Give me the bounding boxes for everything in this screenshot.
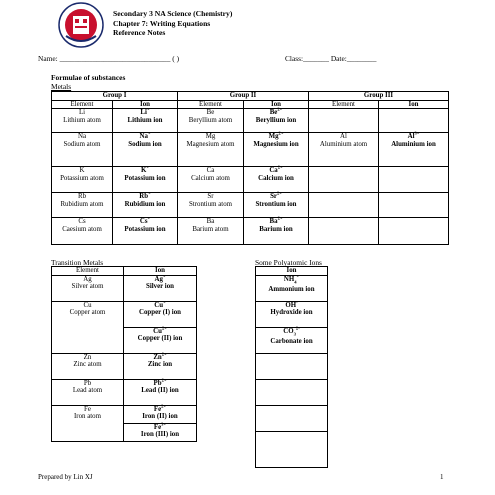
ion-cell [124,379,197,405]
class-blank: _______ [303,54,329,63]
group-1-header: Group I [52,92,178,101]
element-symbol: Ag [83,275,92,283]
group-3-header: Group III [309,92,449,101]
table-row [52,218,449,245]
element-symbol: Be [206,109,215,117]
element-symbol: Mg [205,133,216,141]
ion-subscript: 3 [293,330,296,336]
element-cell [309,218,379,245]
footer-prepared: Prepared by Lin XJ [38,473,93,481]
ion-symbol: Ba [269,218,278,226]
element-symbol: Rb [77,193,87,201]
ion-charge: + [148,190,151,196]
ion-name: Sodium ion [128,140,162,148]
element-cell [309,167,379,193]
ion-cell [244,106,309,133]
col-element: Element [178,100,244,109]
ion-charge: + [146,164,149,170]
ion-charge: + [296,273,300,279]
ion-name: Potassium ion [124,225,166,233]
element-cell [52,133,113,167]
ion-name: Copper (I) ion [139,309,181,317]
col-element: Element [52,267,124,276]
ion-cell [379,130,449,167]
ion-name: Iron (II) ion [142,413,178,421]
ion-name: Beryllium ion [255,116,297,124]
ion-symbol: NH [283,275,295,283]
element-symbol: Ba [206,218,215,226]
element-cell [52,167,113,193]
element-name: Strontium atom [188,200,233,208]
ion-charge: + [147,215,151,221]
ion-cell [379,109,449,133]
polyatomic-table [255,266,328,468]
element-symbol: Na [77,133,87,141]
ion-cell [113,164,178,193]
ion-cell [124,327,197,353]
element-cell [52,353,124,379]
ion-name: Calcium ion [258,174,294,182]
element-symbol: Al [340,133,347,141]
table-row [52,109,449,133]
element-symbol: Zn [83,353,92,361]
school-logo [58,2,104,48]
ion-name: Rubidium ion [124,200,166,208]
class-date-line [285,54,376,63]
ion-charge: - [296,299,298,305]
ion-symbol: Rb [139,193,149,201]
ion-cell [244,215,309,245]
element-cell [309,193,379,218]
ion-name: Iron (III) ion [140,431,180,439]
element-cell [52,193,113,218]
name-label: Name: [38,54,58,63]
ion-cell [113,190,178,218]
ion-symbol: Na [139,133,148,141]
ion-cell [379,218,449,245]
ion-name: Lithium ion [127,116,163,124]
element-symbol: Cs [78,218,86,226]
table-row [52,275,197,301]
table-row-empty [256,405,328,431]
ion-cell [113,215,178,245]
element-name: Magnesium atom [186,140,235,148]
ion-charge: 2+ [277,164,283,170]
transition-table [51,266,197,442]
ion-cell [113,130,178,167]
table-row-empty [256,431,328,467]
col-element: Element [52,100,113,109]
element-cell [178,109,244,133]
ion-name: Copper (II) ion [137,335,183,343]
ion-symbol: Ca [269,167,278,175]
ion-cell [124,353,197,379]
metals-subtitle: Metals [51,81,72,91]
ion-symbol: Be [269,109,278,117]
element-symbol: Ca [206,167,215,175]
element-cell [178,133,244,167]
ion-cell [124,275,197,301]
element-name: Beryllium atom [188,116,233,124]
element-name: Zinc atom [73,361,102,369]
metals-table [51,91,449,245]
element-cell [52,218,113,245]
table-row [52,301,197,327]
ion-charge: 2+ [278,130,284,136]
ion-name: Lead (II) ion [141,387,179,395]
ion-symbol: Cs [139,218,148,226]
name-blank: ______________________________ ( ) [59,54,180,63]
ion-cell [124,423,197,441]
date-label: Date: [330,54,347,63]
element-name: Silver atom [71,283,104,291]
ion-symbol: Ag [154,275,163,283]
ion-name: Strontium ion [255,200,297,208]
ion-cell [244,130,309,167]
ion-charge: + [146,106,150,112]
element-cell [178,218,244,245]
ion-cell [256,327,328,353]
element-name: Rubidium atom [60,200,104,208]
ion-name: Magnesium ion [253,140,299,148]
element-cell [309,133,379,167]
ion-symbol: Li [140,109,147,117]
ion-symbol: Pb [153,379,162,387]
col-ion: Ion [256,267,328,276]
element-cell [178,193,244,218]
element-symbol: Pb [83,379,92,387]
element-name: Lithium atom [63,116,101,124]
ion-symbol: Cu [154,301,164,309]
ion-cell [124,405,197,423]
ion-name: Aluminium ion [391,140,436,148]
element-symbol: Li [78,109,86,117]
section-title: Formulae of substances [51,73,126,82]
ion-symbol: Zn [153,353,162,361]
table-row [52,379,197,405]
table-row [52,133,449,167]
element-name: Lead atom [72,387,103,395]
table-row [256,301,328,327]
ion-cell [379,193,449,218]
transition-title: Transition Metals [51,258,104,267]
ion-symbol: OH [285,301,297,309]
ion-symbol: Cu [153,327,162,335]
polyatomic-title: Some Polyatomic Ions [255,258,322,267]
table-row [256,327,328,353]
element-cell [52,405,124,441]
element-cell [52,301,124,353]
ion-name: Carbonate ion [270,337,313,345]
header-subtitle: Reference Notes [113,28,166,37]
element-symbol: Sr [207,193,214,201]
element-name: Caesium atom [62,225,102,233]
table-row [52,353,197,379]
ion-cell [113,106,178,133]
ion-charge: 2+ [161,377,167,383]
ion-symbol: Mg [268,133,279,141]
ion-symbol: K [141,167,147,175]
date-blank: ________ [346,54,377,63]
element-name: Iron atom [74,413,101,421]
element-name: Copper atom [69,309,106,317]
element-cell [52,109,113,133]
col-ion: Ion [124,267,197,276]
element-name: Calcium atom [191,174,230,182]
ion-name: Hydroxide ion [270,309,313,317]
ion-subscript: 4 [294,278,297,284]
element-symbol: K [79,167,85,175]
ion-cell [379,167,449,193]
table-row-empty [256,379,328,405]
col-ion: Ion [244,100,309,109]
element-name: Sodium atom [63,140,101,148]
ion-charge: + [163,299,166,305]
ion-symbol: Al [407,133,415,141]
element-cell [309,109,379,133]
col-ion: Ion [379,100,449,109]
name-line [38,54,179,63]
ion-charge: 2+ [161,403,167,409]
group-2-header: Group II [178,92,309,101]
element-cell [178,167,244,193]
ion-name: Potassium ion [124,174,166,182]
element-symbol: Cu [83,301,92,309]
element-cell [52,379,124,405]
table-row [256,275,328,301]
ion-charge: + [147,130,151,136]
header-course: Secondary 3 NA Science (Chemistry) [113,9,233,18]
ion-name: Silver ion [145,283,174,291]
ion-symbol: Fe [153,405,162,413]
ion-charge: 2+ [277,106,283,112]
page-number: 1 [440,473,444,481]
ion-charge: 2- [295,325,300,331]
ion-name: Zinc ion [147,361,173,369]
ion-cell [256,275,328,301]
ion-symbol: Fe [153,423,162,431]
ion-symbol: Sr [270,193,277,201]
ion-cell [244,190,309,218]
element-name: Aluminium atom [319,140,368,148]
table-row [52,405,197,423]
ion-charge: 2+ [276,190,282,196]
ion-name: Barium ion [259,225,293,233]
ion-charge: 2+ [161,325,167,331]
ion-cell [256,301,328,327]
table-row [52,167,449,193]
class-label: Class: [285,54,304,63]
ion-charge: 3+ [161,421,167,427]
ion-symbol: CO [283,327,294,335]
ion-charge: 3+ [414,130,420,136]
element-symbol: Fe [84,405,91,413]
ion-name: Ammonium ion [268,285,315,293]
ion-charge: + [162,273,166,279]
header-chapter: Chapter 7: Writing Equations [113,18,211,28]
element-cell [52,275,124,301]
table-row-empty [256,353,328,379]
table-row [52,193,449,218]
ion-cell [244,164,309,193]
col-element: Element [309,100,379,109]
ion-charge: 2+ [161,351,167,357]
ion-cell [124,301,197,327]
element-name: Potassium atom [60,174,104,182]
col-ion: Ion [113,100,178,109]
element-name: Barium atom [192,225,229,233]
ion-charge: 2+ [277,215,283,221]
